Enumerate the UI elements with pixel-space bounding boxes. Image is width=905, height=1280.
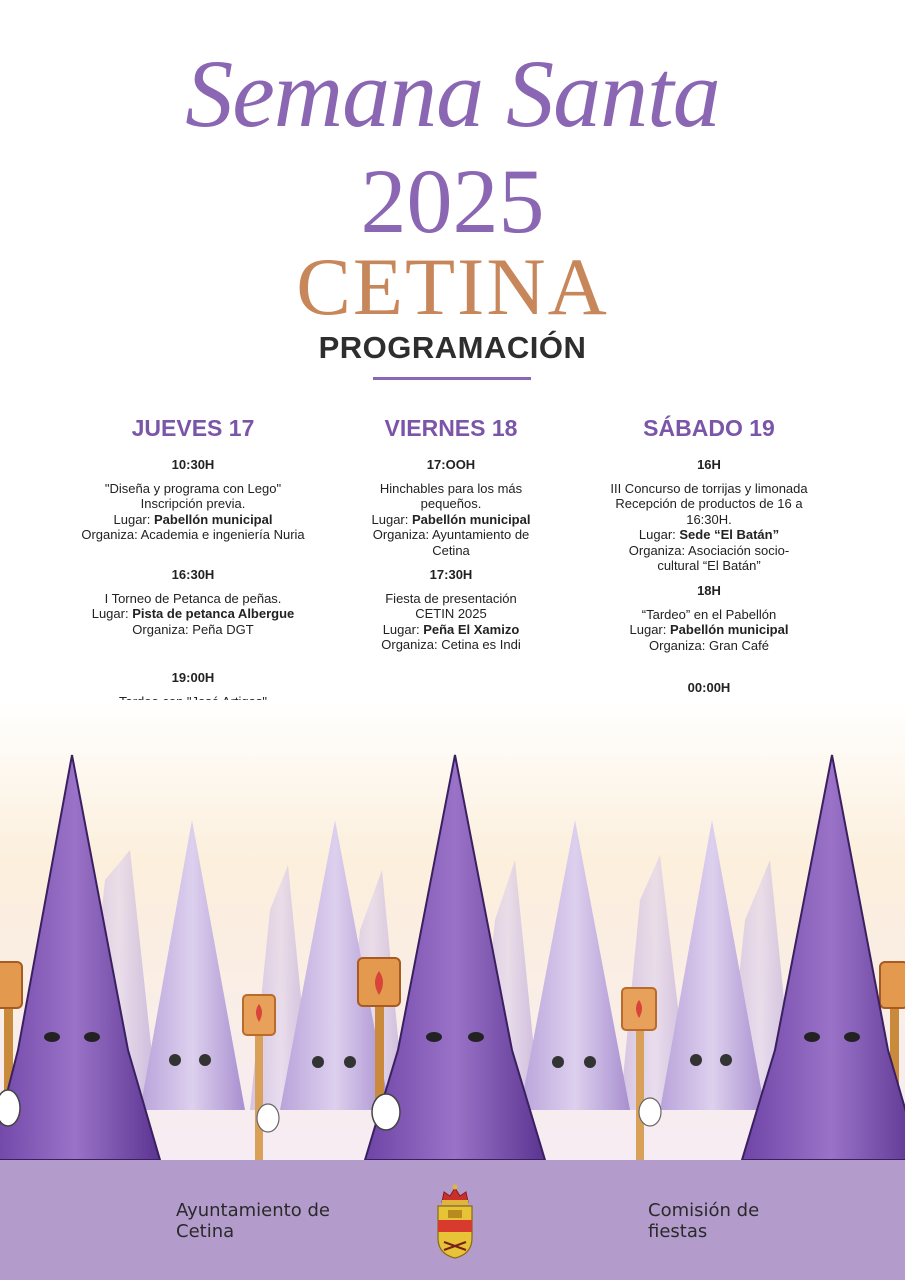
day-column-jueves	[73, 415, 313, 740]
event-item	[331, 567, 571, 653]
event-time: 19:00H	[171, 670, 215, 685]
event-item	[589, 583, 829, 680]
event-description: Fiesta de presentación CETIN 2025	[385, 590, 517, 621]
event-description: I Torneo de Petanca de peñas.	[104, 590, 282, 606]
day-heading: JUEVES 17	[131, 415, 255, 441]
event-organizer: Organiza: Academia e ingeniería Nuria	[81, 527, 305, 542]
event-organizer: Organiza: Cetina es Indi	[381, 637, 521, 652]
glove-icon	[372, 1094, 400, 1130]
event-time: 10:30H	[171, 457, 215, 472]
footer-band	[0, 1160, 905, 1280]
event-item	[73, 567, 313, 670]
day-column-viernes	[331, 415, 571, 653]
year-title: 2025	[360, 150, 545, 252]
event-item	[589, 457, 829, 583]
glove-icon	[639, 1098, 661, 1126]
event-venue: Lugar: Pabellón municipal	[629, 622, 789, 637]
day-heading: SÁBADO 19	[643, 415, 775, 441]
program-heading: PROGRAMACIÓN	[318, 330, 587, 365]
footer-comision: Comisión de fiestas	[648, 1200, 760, 1242]
event-description: Hinchables para los más pequeños.	[379, 480, 523, 511]
town-title: CETINA	[296, 241, 609, 332]
event-time: 00:00H	[687, 680, 731, 695]
event-venue: Lugar: Pista de petanca Albergue	[91, 606, 295, 621]
event-description: III Concurso de torrijas y limonada	[610, 480, 808, 496]
event-venue: Lugar: Pabellón municipal	[371, 511, 531, 527]
event-time: 18H	[697, 583, 721, 598]
event-organizer: Organiza: Gran Café	[649, 637, 769, 653]
event-time: 16H	[697, 457, 721, 472]
event-time: 17:OOH	[426, 457, 476, 472]
event-organizer: Organiza: Ayuntamiento de Cetina	[372, 527, 530, 558]
coat-of-arms-icon	[434, 1180, 476, 1260]
glove-icon	[0, 1090, 20, 1126]
event-time: 16:30H	[171, 567, 215, 582]
event-description: Recepción de productos de 16 a 16:30H.	[615, 496, 803, 527]
day-heading: VIERNES 18	[384, 415, 518, 441]
glove-icon	[257, 1104, 279, 1132]
page-title: Semana Santa	[185, 40, 720, 147]
event-item	[73, 457, 313, 567]
heading-divider	[373, 377, 531, 380]
footer-ayuntamiento: Ayuntamiento de Cetina	[176, 1200, 330, 1242]
event-item	[331, 457, 571, 567]
event-time: 17:30H	[429, 567, 473, 582]
event-description: Inscripción previa.	[140, 496, 246, 511]
event-organizer: Organiza: Peña DGT	[132, 621, 254, 637]
event-venue: Lugar: Peña El Xamizo	[382, 621, 520, 637]
event-venue: Lugar: Pabellón municipal	[113, 511, 273, 527]
nazarenos-illustration	[0, 700, 905, 1160]
event-description: "Diseña y programa con Lego"	[104, 480, 282, 496]
event-organizer: Organiza: Asociación socio-cultural “El Batán”	[628, 542, 790, 573]
event-description: “Tardeo” en el Pabellón	[641, 606, 777, 622]
event-venue: Lugar: Sede “El Batán”	[638, 527, 780, 542]
